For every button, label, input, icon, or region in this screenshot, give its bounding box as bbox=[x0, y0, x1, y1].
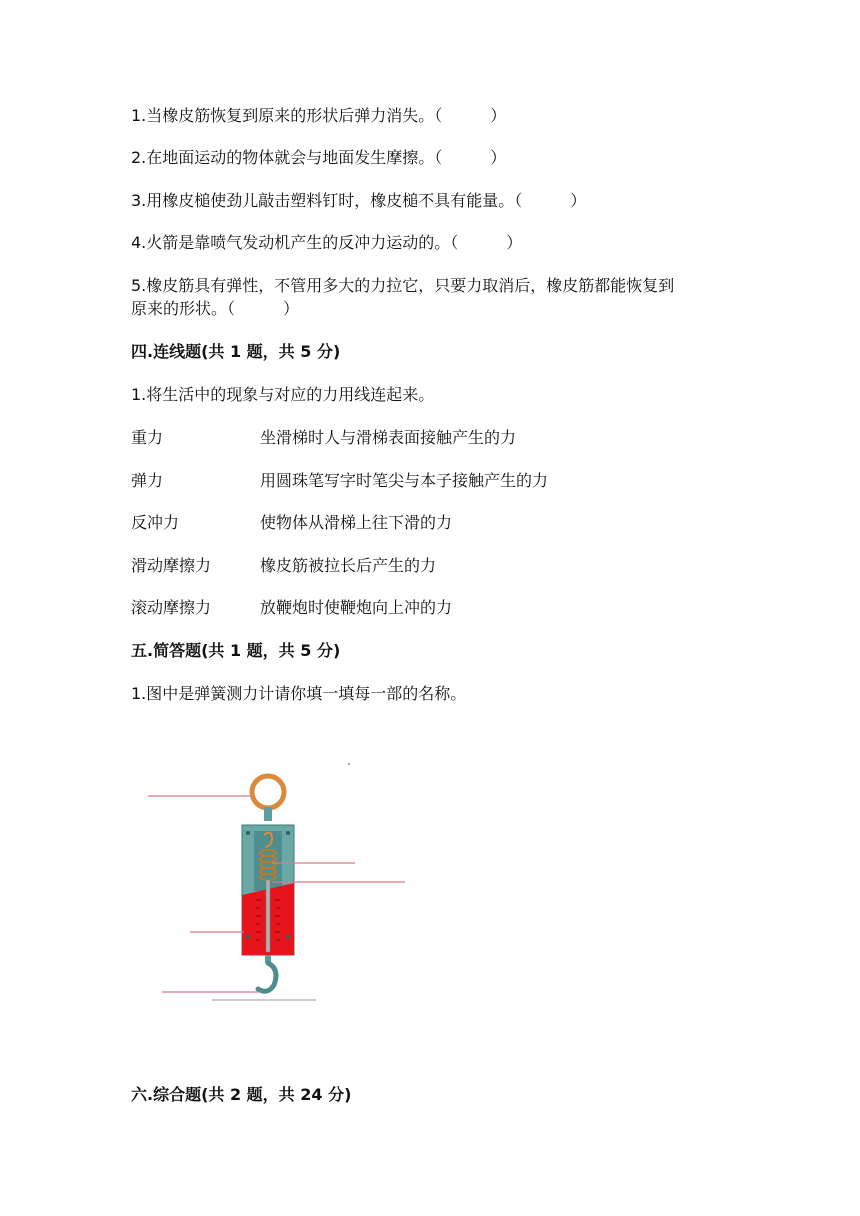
screw-icon bbox=[286, 831, 290, 835]
judgement-item-1: 1.当橡皮筋恢复到原来的形状后弹力消失。（ ） bbox=[131, 106, 507, 125]
matching-left-item: 反冲力 bbox=[131, 513, 180, 532]
matching-left-item: 弹力 bbox=[131, 471, 164, 490]
spring-scale-illustration bbox=[140, 755, 420, 1015]
hook-icon bbox=[258, 963, 276, 991]
matching-left-item: 重力 bbox=[131, 428, 164, 447]
section4-heading: 四.连线题(共 1 题，共 5 分) bbox=[131, 342, 341, 361]
matching-left-item: 滚动摩擦力 bbox=[131, 598, 212, 617]
judgement-item-5-line2: 原来的形状。（ ） bbox=[131, 299, 300, 318]
section5-question: 1.图中是弹簧测力计请你填一填每一部的名称。 bbox=[131, 684, 467, 703]
section5-heading: 五.简答题(共 1 题，共 5 分) bbox=[131, 641, 341, 660]
ring-icon bbox=[252, 776, 284, 808]
ring-connector bbox=[264, 807, 272, 821]
matching-right-item: 用圆珠笔写字时笔尖与本子接触产生的力 bbox=[260, 471, 549, 490]
pointer-rod bbox=[266, 880, 270, 952]
screw-icon bbox=[246, 831, 250, 835]
judgement-item-4: 4.火箭是靠喷气发动机产生的反冲力运动的。（ ） bbox=[131, 233, 523, 252]
screw-icon bbox=[246, 935, 250, 939]
matching-right-item: 橡皮筋被拉长后产生的力 bbox=[260, 556, 437, 575]
matching-right-item: 放鞭炮时使鞭炮向上冲的力 bbox=[260, 598, 453, 617]
matching-right-item: 坐滑梯时人与滑梯表面接触产生的力 bbox=[260, 428, 517, 447]
screw-icon bbox=[286, 935, 290, 939]
section6-heading: 六.综合题(共 2 题，共 24 分) bbox=[131, 1085, 352, 1104]
section4-question: 1.将生活中的现象与对应的力用线连起来。 bbox=[131, 385, 435, 404]
judgement-item-2: 2.在地面运动的物体就会与地面发生摩擦。（ ） bbox=[131, 148, 507, 167]
matching-left-item: 滑动摩擦力 bbox=[131, 556, 212, 575]
matching-right-item: 使物体从滑梯上往下滑的力 bbox=[260, 513, 453, 532]
spring-scale-figure bbox=[140, 755, 420, 1015]
judgement-item-3: 3.用橡皮槌使劲儿敲击塑料钉时，橡皮槌不具有能量。（ ） bbox=[131, 191, 587, 210]
judgement-item-5-line1: 5.橡皮筋具有弹性，不管用多大的力拉它，只要力取消后，橡皮筋都能恢复到 bbox=[131, 276, 675, 295]
